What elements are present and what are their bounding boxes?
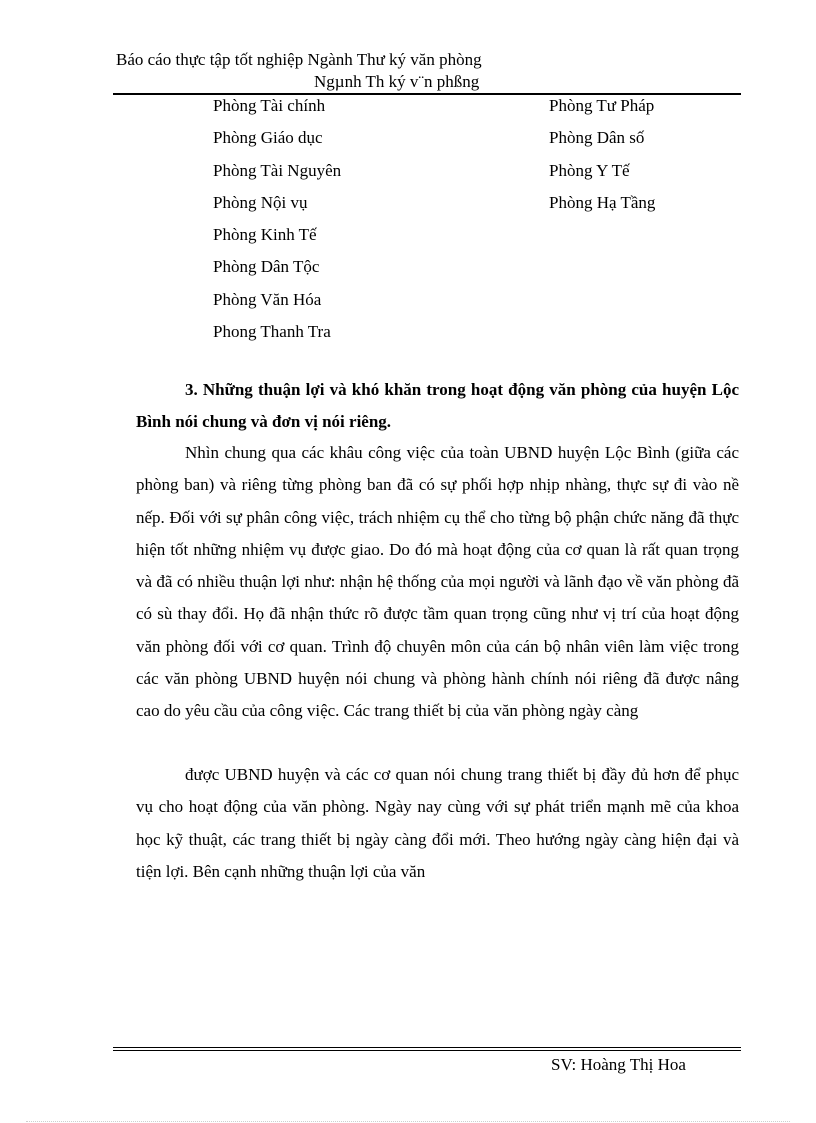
footer-divider-bottom: [113, 1050, 741, 1051]
department-item: Phong Thanh Tra: [213, 322, 331, 342]
department-item: Phòng Tài Nguyên: [213, 160, 342, 180]
department-item: Phòng Tư Pháp: [549, 96, 655, 115]
department-item: Phòng Dân Tộc: [213, 257, 320, 277]
footer-divider-top: [113, 1047, 741, 1048]
department-list-right: [549, 94, 655, 223]
department-item: Phòng Y Tế: [549, 160, 630, 180]
body-paragraph-1: Nhìn chung qua các khâu công việc của toàn UBND huyện Lộc Bình (giữa các phòng ban) và riêng từng phòng ban đã có sự phối hợp nhịp nhàng, thực sự đi vào nề nếp. Đối với sự phân công việc, trách nhiệm cụ thể cho từng bộ phận chức năng đã thực hiện tốt những nhiệm vụ được giao. Do đó mà hoạt động của cơ quan là rất quan trọng và đã có nhiều thuận lợi như: nhận hệ thống của mọi người và lãnh đạo về văn phòng đã có sù thay đổi. Họ đã nhận thức rõ được tầm quan trọng cũng như vị trí của hoạt động văn phòng đối với cơ quan. Trình độ chuyên môn của cán bộ nhân viên làm việc trong các văn phòng UBND huyện nói chung và phòng hành chính nói riêng đã được nâng cao do yêu cầu của công việc. Các trang thiết bị của văn phòng ngày càng: [136, 443, 739, 721]
department-item: Phòng Dân số: [549, 128, 645, 148]
department-item: Phòng Tài chính: [213, 96, 326, 115]
report-header-title: Báo cáo thực tập tốt nghiệp Ngành Thư ký văn phòng: [116, 50, 482, 69]
report-header-garbled: Ngµnh Th ký v¨n phßng: [314, 72, 480, 91]
page-edge: [26, 1121, 790, 1122]
department-item: Phòng Giáo dục: [213, 128, 323, 148]
department-item: Phòng Kinh Tế: [213, 225, 317, 245]
section-heading: 3. Những thuận lợi và khó khăn trong hoạt động văn phòng của huyện Lộc Bình nói chung và đơn vị nói riêng.: [136, 380, 739, 431]
department-item: Phòng Văn Hóa: [213, 289, 322, 309]
body-paragraph-2: được UBND huyện và các cơ quan nói chung trang thiết bị đầy đủ hơn để phục vụ cho hoạt động của văn phòng. Ngày nay cùng với sự phát triển mạnh mẽ của khoa học kỹ thuật, các trang thiết bị ngày càng đổi mới. Theo hướng ngày càng hiện đại và tiện lợi. Bên cạnh những thuận lợi của văn: [136, 765, 739, 881]
department-item: Phòng Hạ Tầng: [549, 192, 656, 212]
footer-student-name: SV: Hoàng Thị Hoa: [551, 1055, 686, 1074]
department-item: Phòng Nội vụ: [213, 192, 308, 212]
department-list-left: [213, 94, 341, 352]
